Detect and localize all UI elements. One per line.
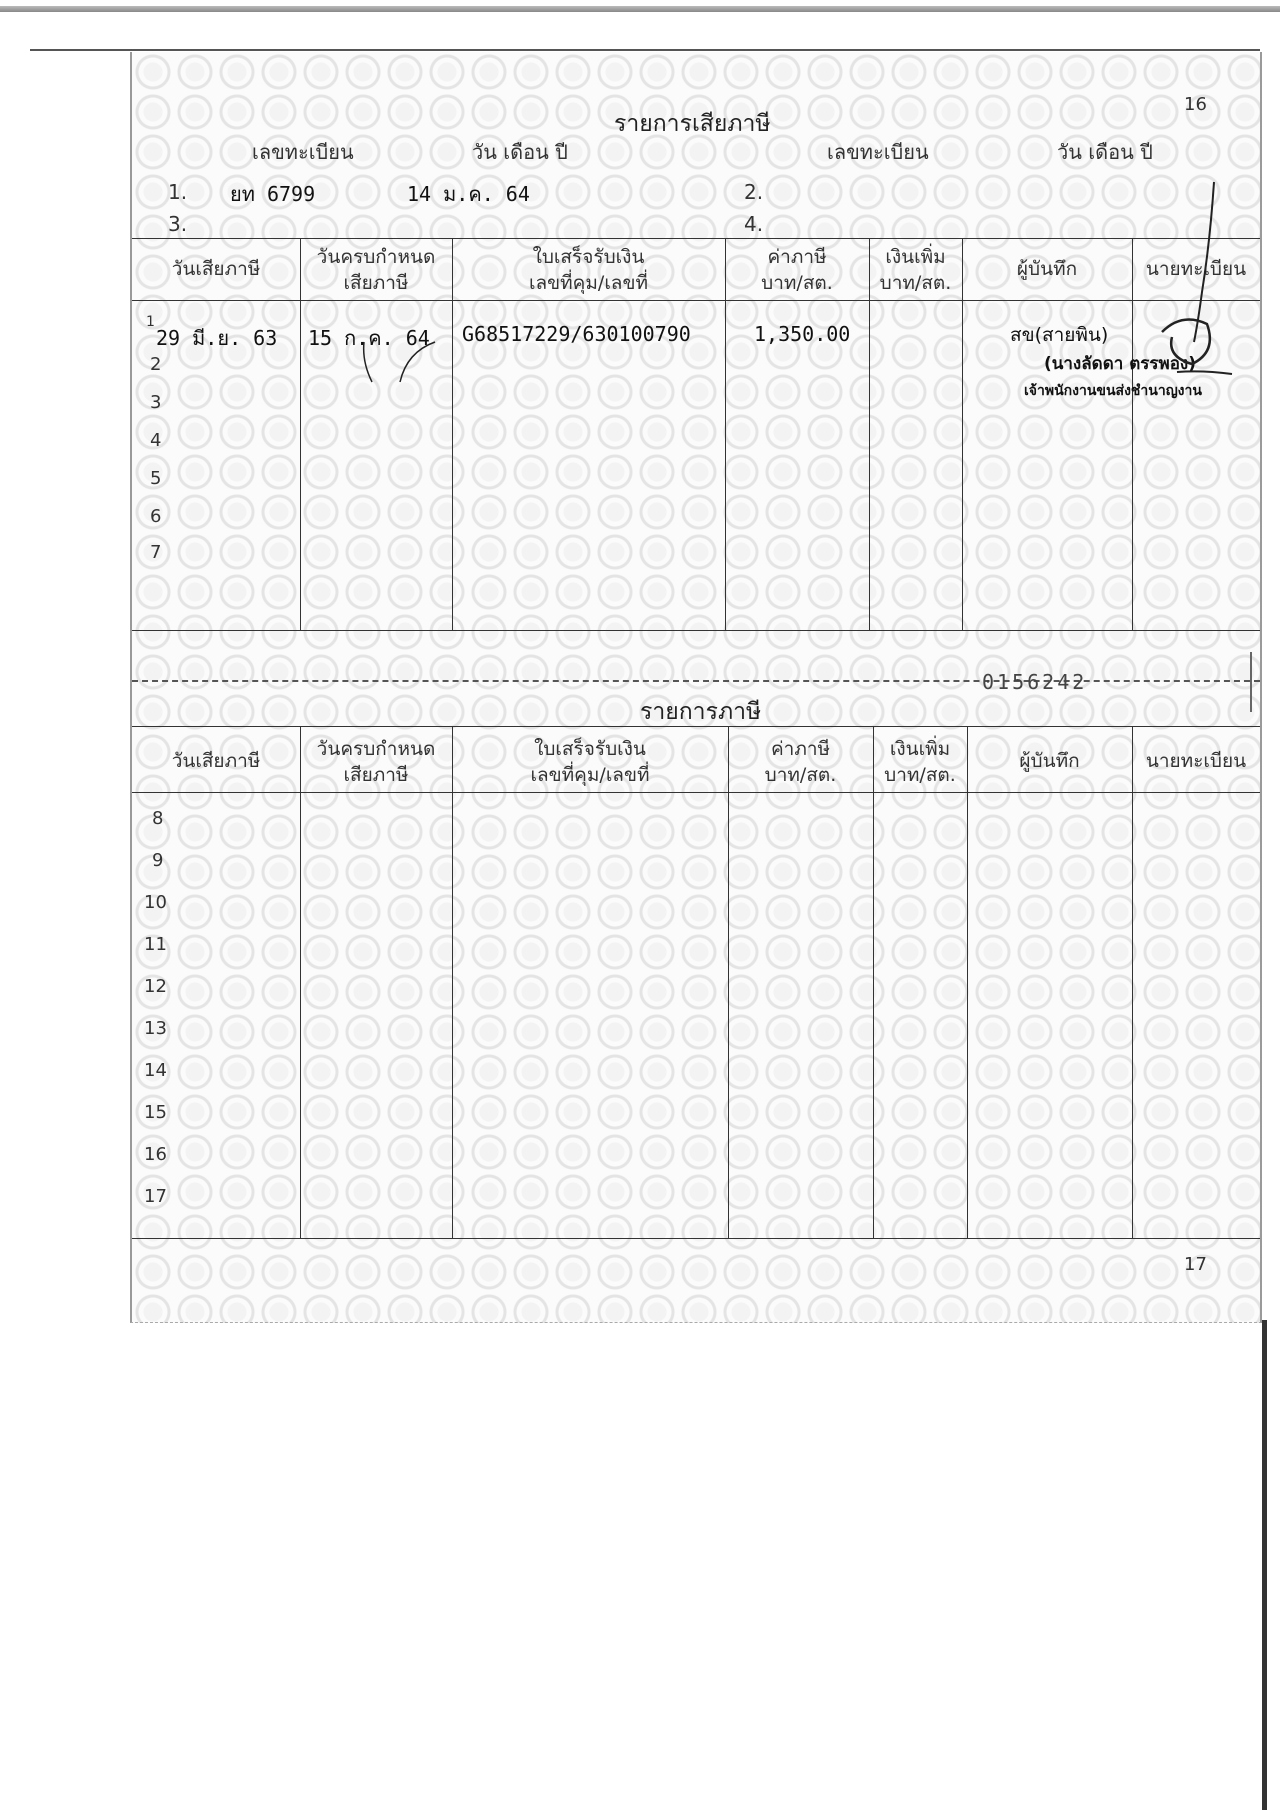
table2-col-divider (873, 726, 874, 1238)
registrar-signature-loop (1162, 320, 1210, 365)
column-header-registrar: นายทะเบียน (1145, 258, 1247, 280)
column-header-recorder: ผู้บันทึก (1019, 750, 1080, 772)
recorder-name-stamp: (นางลัดดา ตรรพอง) (1044, 354, 1196, 374)
table2-col-divider (452, 726, 453, 1238)
scan-right-edge (1262, 1320, 1267, 1810)
handwritten-marks (132, 52, 1260, 752)
table2-col-divider (300, 726, 301, 1238)
row-number: 15 (144, 1102, 167, 1123)
table2-col-divider (1132, 726, 1133, 1238)
registry-col-reg-1: เลขทะเบียน (252, 140, 354, 164)
section1-title: รายการเสียภาษี (614, 111, 771, 137)
row-number: 16 (144, 1144, 167, 1165)
row-number: 5 (150, 468, 162, 489)
scan-top-edge (0, 6, 1280, 12)
registrar-signature-stroke (1194, 182, 1214, 342)
entry-due-date: 15 ก.ค. 64 (308, 326, 430, 350)
registry-date: 14 ม.ค. 64 (407, 182, 530, 206)
row-number: 12 (144, 976, 167, 997)
column-header-receipt: ใบเสร็จรับเงิน เลขที่คุม/เลขที่ (530, 738, 650, 786)
column-header-registrar: นายทะเบียน (1145, 750, 1247, 772)
column-header-due-date: วันครบกำหนด เสียภาษี (316, 246, 436, 294)
table2-col-divider (967, 726, 968, 1238)
page-number-top: 16 (1184, 94, 1207, 115)
row-number: 6 (150, 506, 162, 527)
section2-title: รายการภาษี (640, 699, 762, 725)
row-number: 2 (150, 354, 162, 375)
column-header-surcharge: เงินเพิ่ม บาท/สต. (884, 738, 956, 786)
row-number: 1 (146, 314, 155, 330)
column-header-tax: ค่าภาษี บาท/สต. (761, 246, 833, 294)
column-header-recorder: ผู้บันทึก (1016, 258, 1078, 280)
table2-col-divider (728, 726, 729, 1238)
entry-tax-amount: 1,350.00 (754, 322, 851, 346)
row-number: 9 (152, 850, 164, 871)
column-header-pay-date: วันเสียภาษี (171, 750, 261, 772)
entry-receipt-number: G68517229/630100790 (462, 322, 691, 346)
row-number: 17 (144, 1186, 167, 1207)
entry-pay-date: 29 มี.ย. 63 (156, 326, 278, 350)
table2-header-border (132, 792, 1260, 793)
registry-col-reg-2: เลขทะเบียน (827, 140, 929, 164)
registry-row-number: 1. (168, 180, 188, 204)
form-serial-number: 0156242 (982, 670, 1088, 694)
registrar-signature-underline (1177, 371, 1232, 374)
registry-col-date-1: วัน เดือน ปี (472, 140, 568, 164)
column-header-tax: ค่าภาษี บาท/สต. (764, 738, 837, 786)
row-number: 7 (150, 542, 162, 563)
row-number: 13 (144, 1018, 167, 1039)
section-perforation-line (132, 680, 1260, 682)
row-number: 3 (150, 392, 162, 413)
entry-recorder: สข(สายพิน) (1010, 324, 1109, 346)
tax-record-page (130, 52, 1262, 1323)
registry-row-number: 2. (744, 180, 764, 204)
row-number: 14 (144, 1060, 167, 1081)
column-header-surcharge: เงินเพิ่ม บาท/สต. (879, 246, 952, 294)
perforation-edge-mark (1250, 652, 1252, 712)
row-number: 10 (144, 892, 167, 913)
row-number: 11 (144, 934, 167, 955)
scan-fold-line (30, 49, 1260, 51)
registry-row-number: 3. (168, 212, 188, 236)
row-number: 8 (152, 808, 164, 829)
registry-number: ยท 6799 (230, 182, 316, 206)
table2-bottom-border (132, 1238, 1260, 1239)
column-header-due-date: วันครบกำหนด เสียภาษี (316, 738, 436, 786)
registry-row-number: 4. (744, 212, 764, 236)
registry-col-date-2: วัน เดือน ปี (1057, 140, 1153, 164)
column-header-pay-date: วันเสียภาษี (171, 258, 261, 280)
column-header-receipt: ใบเสร็จรับเงิน เลขที่คุม/เลขที่ (529, 246, 648, 294)
page-number-bottom: 17 (1184, 1254, 1207, 1275)
handwritten-slash-mark (400, 342, 435, 382)
handwritten-bracket-mark (364, 342, 372, 382)
row-number: 4 (150, 430, 162, 451)
recorder-position-stamp: เจ้าพนักงานขนส่งชำนาญงาน (1024, 383, 1202, 399)
table2-top-border (132, 726, 1260, 727)
